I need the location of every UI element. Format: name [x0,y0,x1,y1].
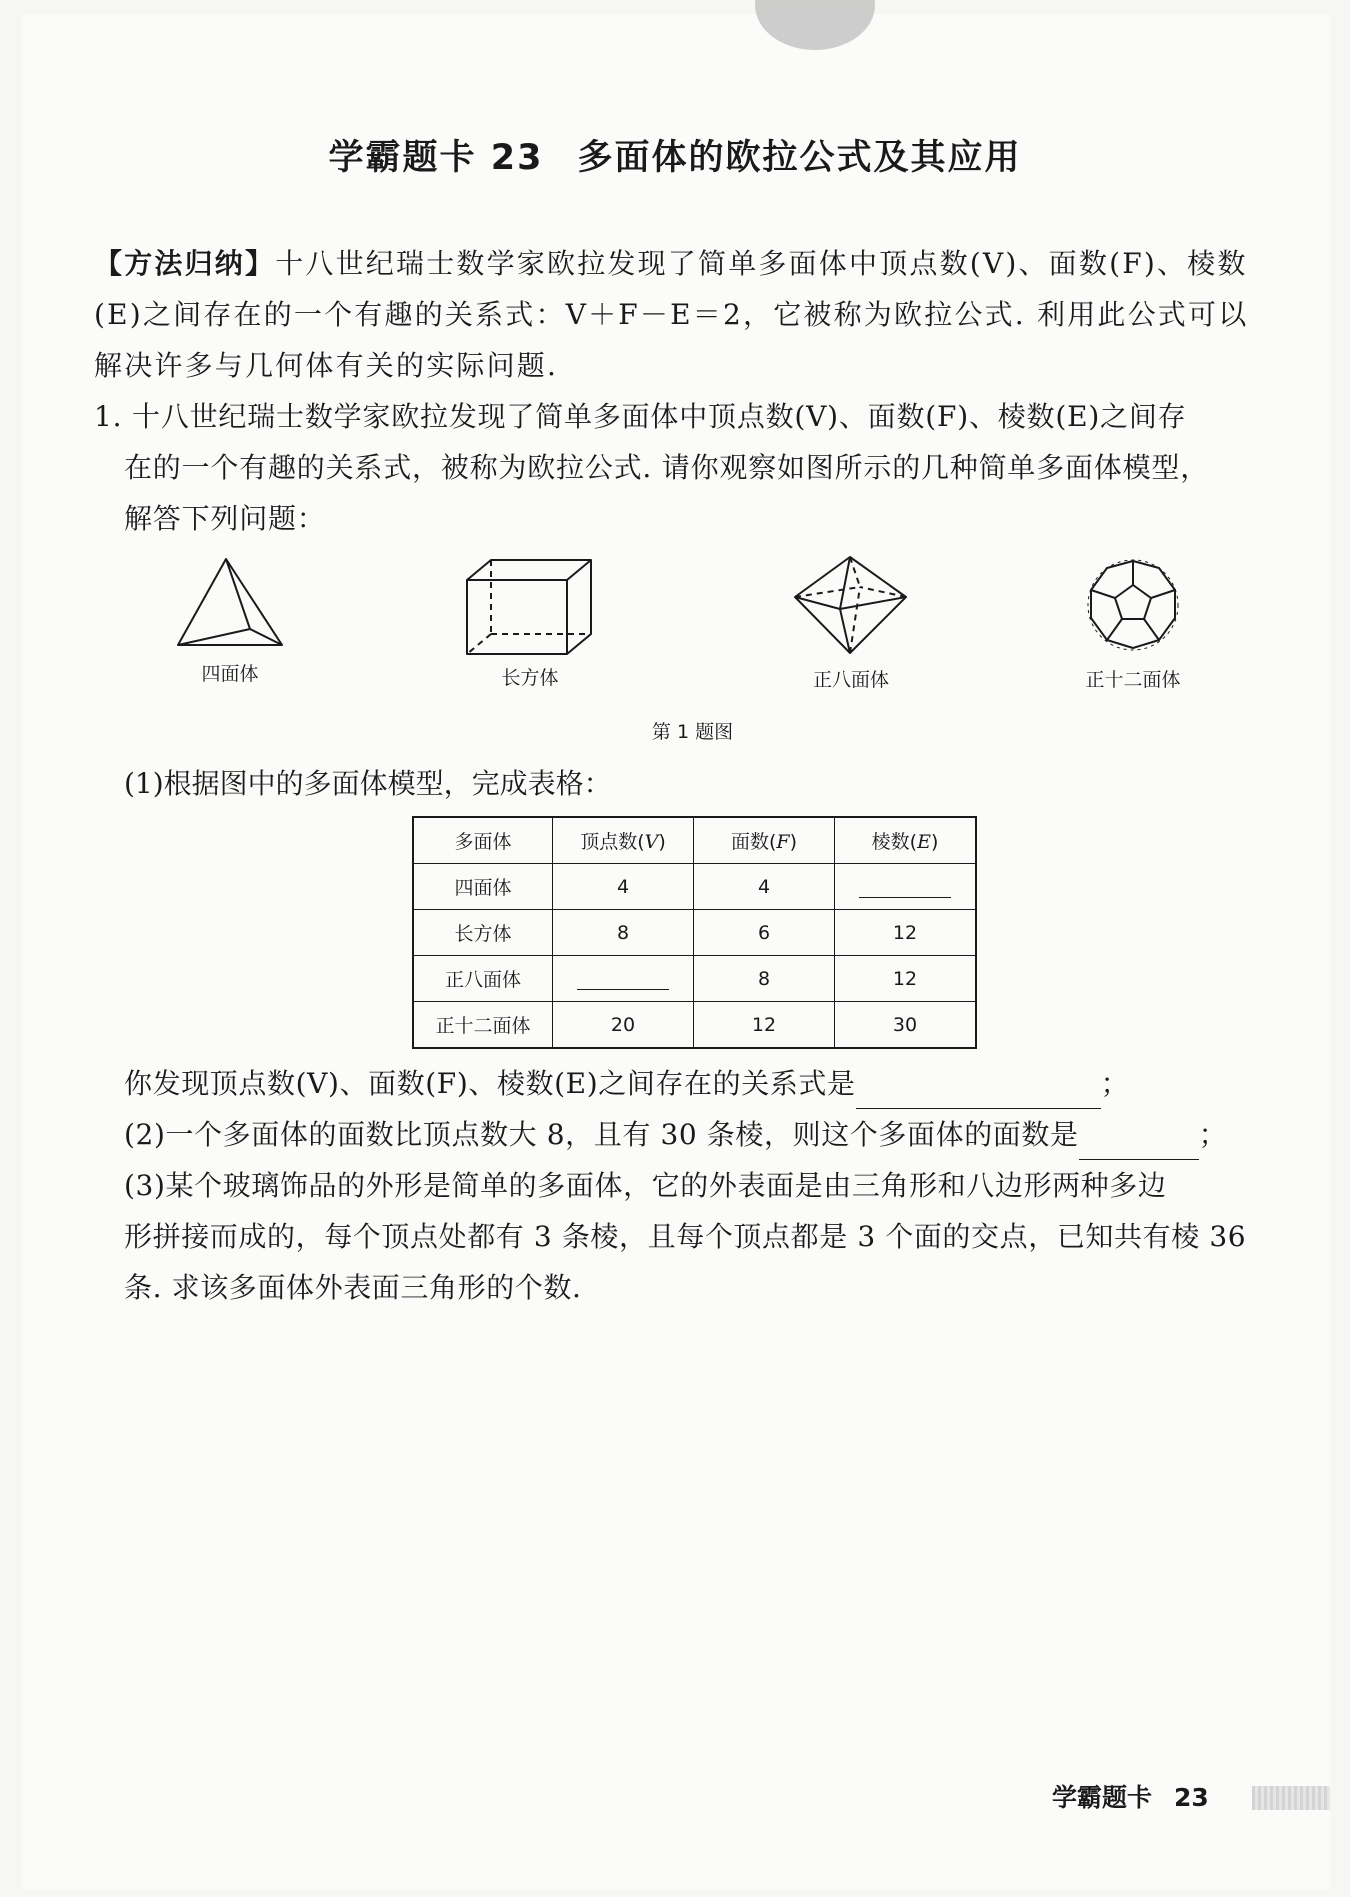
part-1-prompt: (1)根据图中的多面体模型，完成表格： [124,767,612,800]
row-name: 正十二面体 [413,1002,553,1049]
part-3-line-2: 形拼接而成的，每个顶点处都有 3 条棱，且每个顶点都是 3 个面的交点，已知共有棱 36 [124,1220,1247,1253]
octahedron-drawing [792,555,910,655]
cuboid-label: 长方体 [501,667,559,689]
relation-question: 你发现顶点数(V)、面数(F)、棱数(E)之间存在的关系式是 ； [124,1058,1274,1109]
title-main: 多面体的欧拉公式及其应用 [577,138,1022,178]
part-2-question: (2)一个多面体的面数比顶点数大 8，且有 30 条棱，则这个多面体的面数是 ； [124,1109,1274,1160]
header-polyhedron: 多面体 [413,817,553,864]
page-footer [1052,1778,1209,1814]
vertex-count: 20 [553,1002,694,1049]
dodecahedron-figure [1082,555,1184,692]
question-1 [94,391,1274,544]
relation-answer-blank[interactable] [856,1078,1101,1109]
dodecahedron-label: 正十二面体 [1085,669,1181,691]
method-line-2: (E)之间存在的一个有趣的关系式：V＋F－E＝2，它被称为欧拉公式. 利用此公式可以 [94,298,1249,331]
method-line-1: 十八世纪瑞士数学家欧拉发现了简单多面体中顶点数(V)、面数(F)、棱数 [275,247,1248,280]
vertex-count: 4 [553,864,694,910]
row-name: 四面体 [413,864,553,910]
header-faces: 面数(F) [694,817,835,864]
tetrahedron-figure [170,555,290,686]
edge-count-blank[interactable] [835,864,977,910]
face-count: 12 [694,1002,835,1049]
page-title [0,130,1350,180]
octahedron-label: 正八面体 [812,669,889,691]
vertex-count: 8 [553,910,694,956]
face-count: 4 [694,864,835,910]
page-number: 23 [1174,1783,1209,1812]
vertex-count-blank[interactable] [553,956,694,1002]
table-row [413,910,976,956]
table-header-row [413,817,976,864]
question-1-line-1: 1. 十八世纪瑞士数学家欧拉发现了简单多面体中顶点数(V)、面数(F)、棱数(E)之间存 [94,400,1187,433]
face-count: 8 [694,956,835,1002]
dodecahedron-drawing [1082,555,1184,655]
table-row [413,956,976,1002]
tetrahedron-label: 四面体 [201,663,259,685]
question-1-line-3: 解答下列问题： [124,502,326,535]
method-summary [94,238,1274,391]
part-2-answer-blank[interactable] [1079,1129,1199,1160]
footer-bar [1252,1786,1330,1810]
part-3-line-3: 条. 求该多面体外表面三角形的个数. [124,1271,582,1304]
cuboid-drawing [462,555,598,659]
edge-count: 30 [835,1002,977,1049]
edge-count: 12 [835,956,977,1002]
footer-label: 学霸题卡 [1052,1783,1153,1812]
octahedron-figure [792,555,910,692]
row-name: 长方体 [413,910,553,956]
method-line-3: 解决许多与几何体有关的实际问题. [94,349,559,382]
edge-count: 12 [835,910,977,956]
polyhedra-table [412,816,977,1049]
tetrahedron-drawing [170,555,290,649]
header-edges: 棱数(E) [835,817,977,864]
row-name: 正八面体 [413,956,553,1002]
method-heading: 【方法归纳】 [94,247,276,280]
face-count: 6 [694,910,835,956]
cuboid-figure [462,555,598,690]
table-row [413,864,976,910]
header-vertices: 顶点数(V) [553,817,694,864]
figure-caption: 第 1 题图 [651,721,734,743]
question-1-line-2: 在的一个有趣的关系式，被称为欧拉公式. 请你观察如图所示的几种简单多面体模型， [124,451,1210,484]
remaining-questions [124,1058,1274,1313]
table-row [413,1002,976,1049]
part-3-line-1: (3)某个玻璃饰品的外形是简单的多面体，它的外表面是由三角形和八边形两种多边 [124,1169,1167,1202]
title-prefix: 学霸题卡 23 [328,138,544,178]
